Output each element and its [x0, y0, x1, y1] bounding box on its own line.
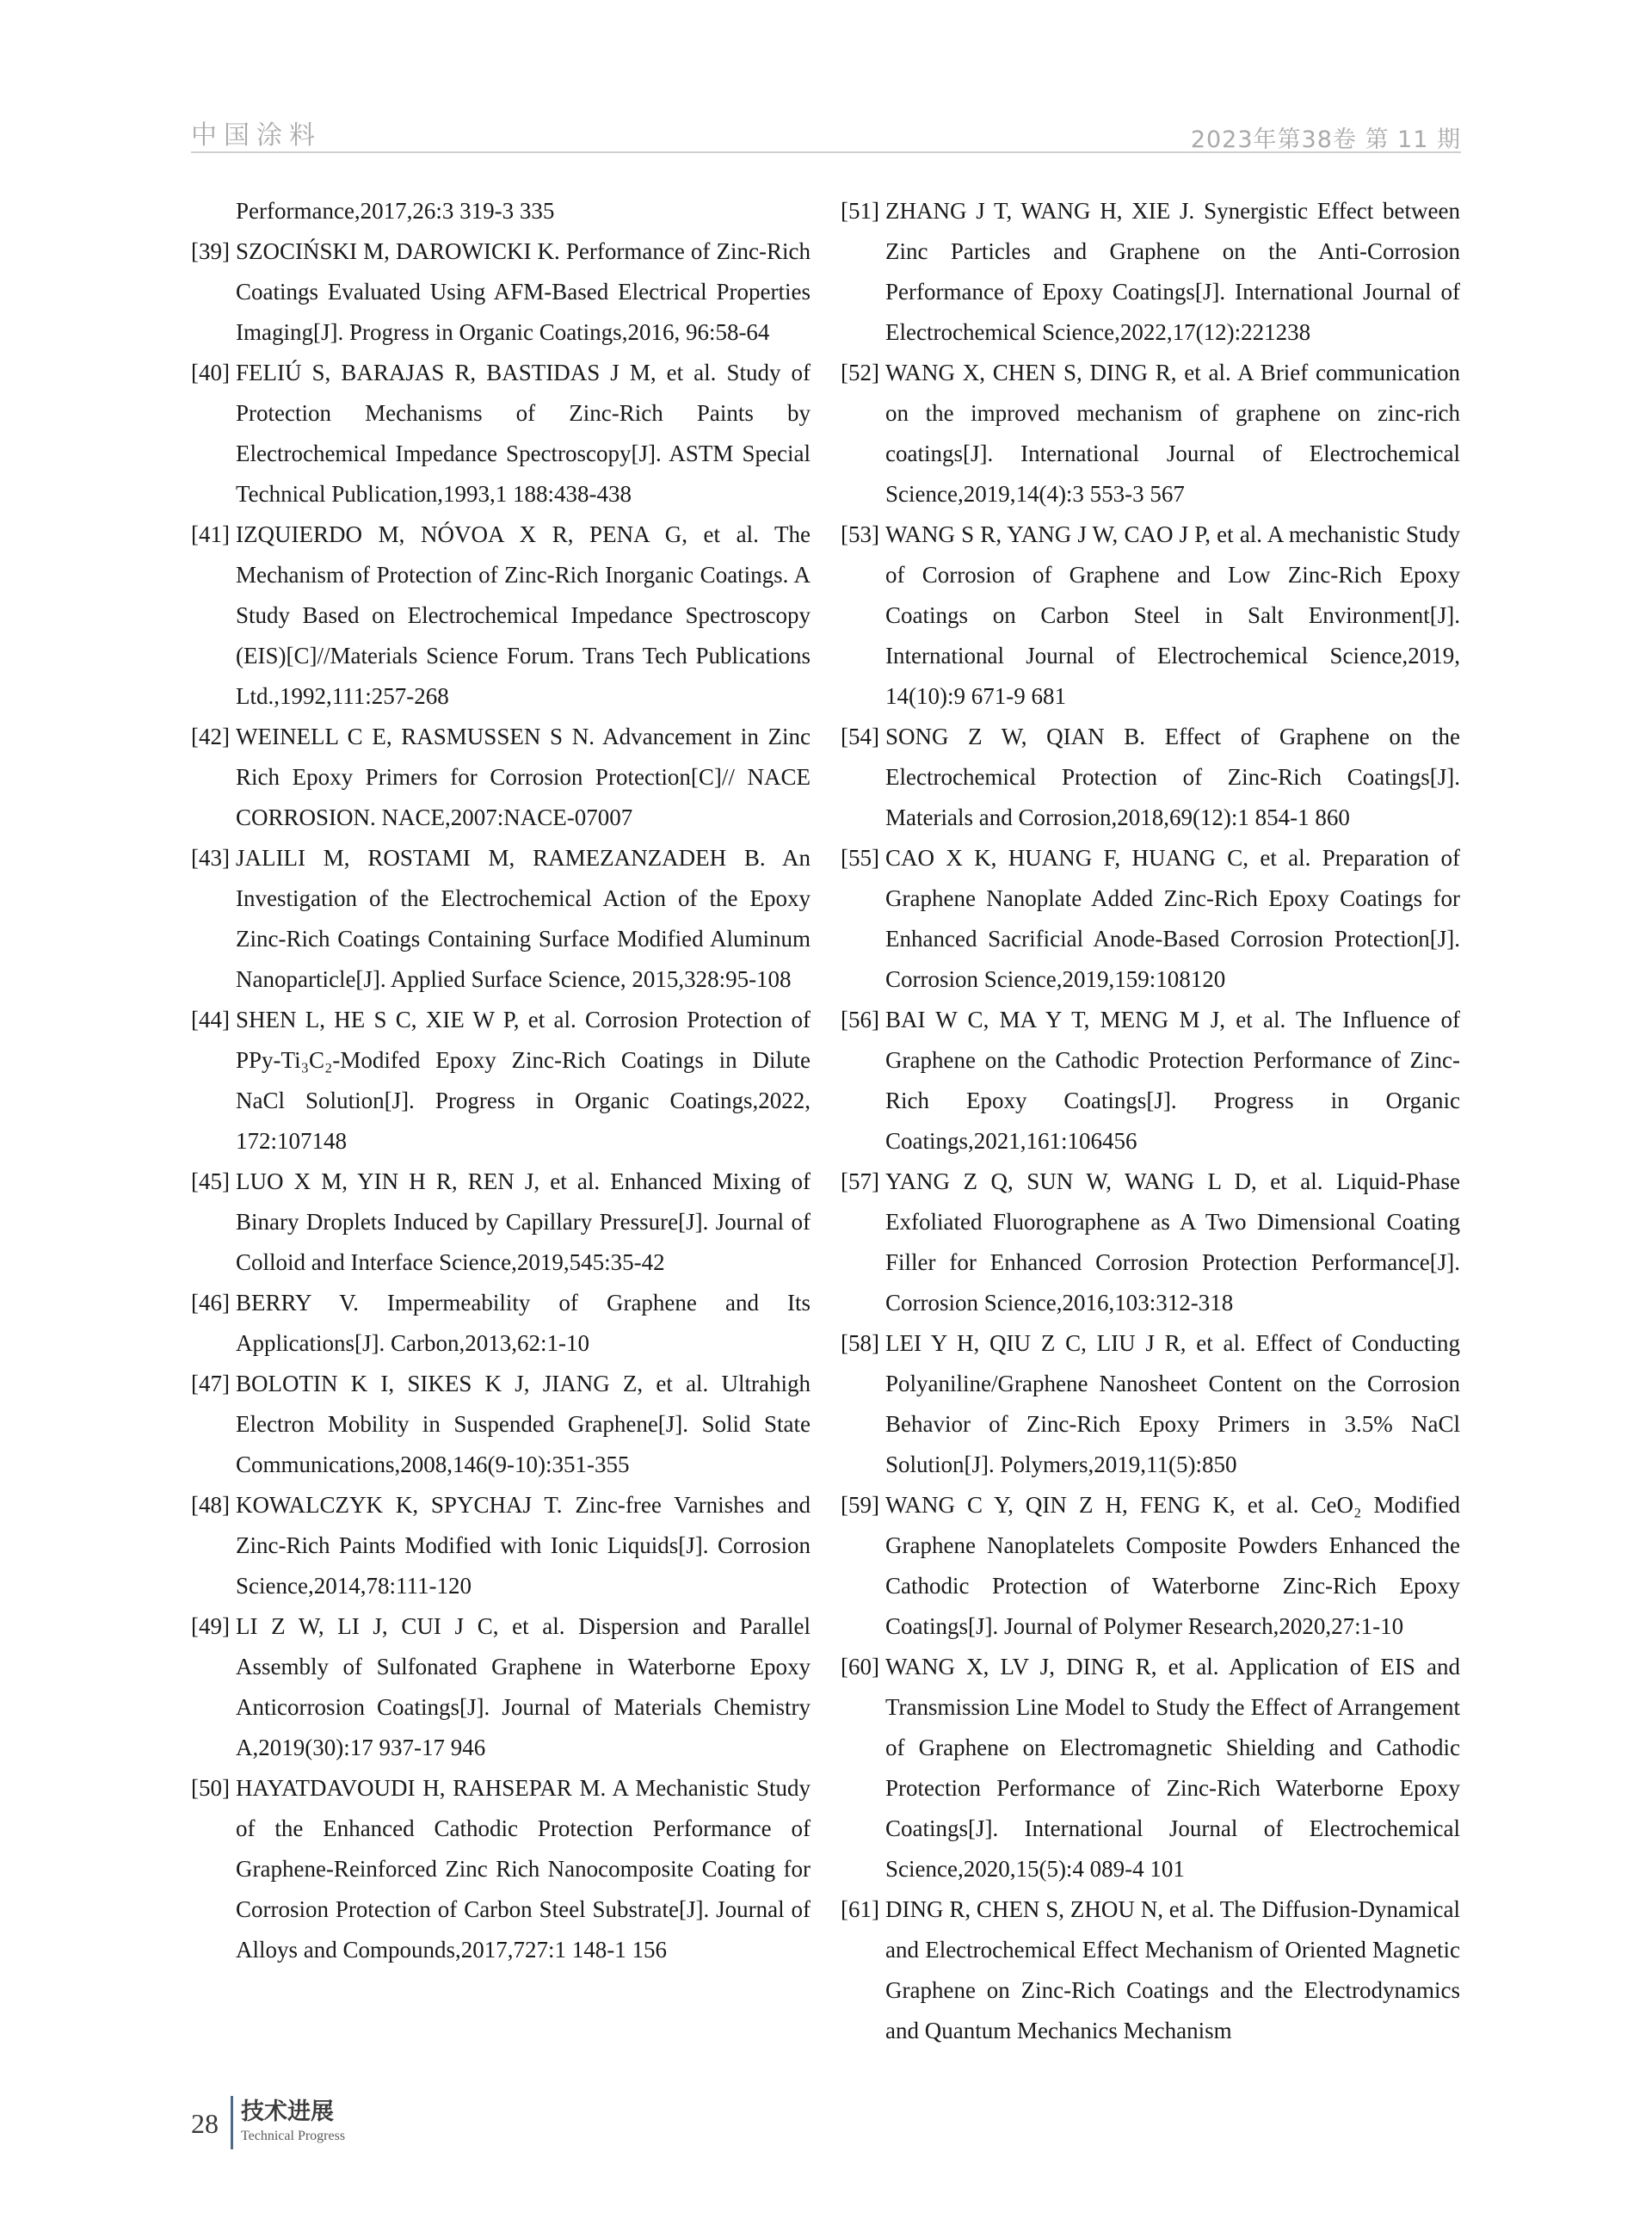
reference-text: WANG X, CHEN S, DING R, et al. A Brief communication on the improved mechanism of graphene on zinc-rich coatings[J]. International Journal of Electrochemical Science,2019,14(4):3 553-3 567 — [885, 360, 1460, 507]
reference-number: [56] — [841, 1007, 879, 1032]
reference-number: [49] — [191, 1613, 230, 1639]
reference-item — [191, 353, 811, 515]
reference-number: [47] — [191, 1371, 230, 1396]
reference-text: KOWALCZYK K, SPYCHAJ T. Zinc-free Varnishes and Zinc-Rich Paints Modified with Ionic Liquids[J]. Corrosion Science,2014,78:111-120 — [236, 1492, 811, 1599]
reference-text: LEI Y H, QIU Z C, LIU J R, et al. Effect of Conducting Polyaniline/Graphene Nanosheet Content on the Corrosion Behavior of Zinc-Rich Epoxy Primers in 3.5% NaCl Solution[J]. Polymers,2019,11(5):850 — [885, 1330, 1460, 1477]
reference-text: WEINELL C E, RASMUSSEN S N. Advancement in Zinc Rich Epoxy Primers for Corrosion Protection[C]// NACE CORROSION. NACE,2007:NACE-07007 — [236, 724, 811, 830]
reference-number: [50] — [191, 1775, 230, 1801]
reference-text: JALILI M, ROSTAMI M, RAMEZANZADEH B. An Investigation of the Electrochemical Action of the Epoxy Zinc-Rich Coatings Containing Surface Modified Aluminum Nanoparticle[J]. Applied Surface Science, 2015,328:95-108 — [236, 845, 811, 992]
issue-info: 2023年第38卷 第 11 期 — [1190, 126, 1461, 153]
reference-number: [44] — [191, 1007, 230, 1032]
reference-item — [191, 231, 811, 353]
reference-item — [191, 515, 811, 717]
reference-item — [841, 353, 1460, 515]
reference-item — [841, 838, 1460, 1000]
reference-number: [42] — [191, 724, 230, 749]
reference-list-left — [191, 191, 811, 1970]
reference-item — [191, 1485, 811, 1606]
reference-item — [841, 1889, 1460, 2051]
reference-number: [59] — [841, 1492, 879, 1518]
reference-number: [53] — [841, 521, 879, 547]
page-number: 28 — [191, 2108, 219, 2139]
reference-number: [54] — [841, 724, 879, 749]
reference-item — [191, 1162, 811, 1283]
reference-text: BOLOTIN K I, SIKES K J, JIANG Z, et al. Ultrahigh Electron Mobility in Suspended Graphene[J]. Solid State Communications,2008,146(9-10):351-355 — [236, 1371, 811, 1477]
reference-item — [191, 1364, 811, 1485]
reference-item — [191, 1000, 811, 1162]
reference-text: Performance,2017,26:3 319-3 335 — [236, 198, 555, 224]
reference-text: SZOCIŃSKI M, DAROWICKI K. Performance of Zinc-Rich Coatings Evaluated Using AFM-Based Electrical Properties Imaging[J]. Progress in Organic Coatings,2016, 96:58-64 — [236, 238, 811, 345]
reference-number: [39] — [191, 238, 230, 264]
reference-item — [841, 515, 1460, 717]
section-title-cn: 技术进展 — [241, 2099, 334, 2125]
footer-divider — [231, 2096, 233, 2149]
reference-number: [57] — [841, 1168, 879, 1194]
reference-text: IZQUIERDO M, NÓVOA X R, PENA G, et al. The Mechanism of Protection of Zinc-Rich Inorganic Coatings. A Study Based on Electrochemical Impedance Spectroscopy (EIS)[C]//Materials Science Forum. Trans Tech Publications Ltd.,1992,111:257-268 — [236, 521, 811, 709]
reference-item — [191, 717, 811, 838]
reference-text: HAYATDAVOUDI H, RAHSEPAR M. A Mechanistic Study of the Enhanced Cathodic Protection Performance of Graphene-Reinforced Zinc Rich Nanocomposite Coating for Corrosion Protection of Carbon Steel Substrate[J]. Journal of Alloys and Compounds,2017,727:1 148-1 156 — [236, 1775, 811, 1963]
reference-text: FELIÚ S, BARAJAS R, BASTIDAS J M, et al. Study of Protection Mechanisms of Zinc-Rich Paints by Electrochemical Impedance Spectroscopy[J]. ASTM Special Technical Publication,1993,1 188:438-438 — [236, 360, 811, 507]
reference-text: CAO X K, HUANG F, HUANG C, et al. Preparation of Graphene Nanoplate Added Zinc-Rich Epoxy Coatings for Enhanced Sacrificial Anode-Based Corrosion Protection[J]. Corrosion Science,2019,159:108120 — [885, 845, 1460, 992]
reference-number: [43] — [191, 845, 230, 871]
reference-number: [55] — [841, 845, 879, 871]
reference-text: LUO X M, YIN H R, REN J, et al. Enhanced Mixing of Binary Droplets Induced by Capillary Pressure[J]. Journal of Colloid and Interface Science,2019,545:35-42 — [236, 1168, 811, 1275]
reference-item — [841, 1000, 1460, 1162]
reference-number: [46] — [191, 1290, 230, 1316]
reference-text: YANG Z Q, SUN W, WANG L D, et al. Liquid-Phase Exfoliated Fluorographene as A Two Dimensional Coating Filler for Enhanced Corrosion Protection Performance[J]. Corrosion Science,2016,103:312-318 — [885, 1168, 1460, 1316]
reference-number: [60] — [841, 1654, 879, 1680]
reference-number: [61] — [841, 1896, 879, 1922]
reference-number: [45] — [191, 1168, 230, 1194]
reference-item — [191, 1283, 811, 1364]
reference-number: [41] — [191, 521, 230, 547]
reference-item — [841, 1647, 1460, 1889]
reference-item — [841, 1162, 1460, 1323]
reference-item — [191, 838, 811, 1000]
journal-title: 中国涂料 — [191, 120, 322, 151]
reference-item — [191, 1768, 811, 1970]
reference-item — [841, 1323, 1460, 1485]
reference-item — [841, 1485, 1460, 1647]
reference-number: [58] — [841, 1330, 879, 1356]
reference-text: WANG X, LV J, DING R, et al. Application of EIS and Transmission Line Model to Study the Effect of Arrangement of Graphene on Electromagnetic Shielding and Cathodic Protection Performance of Zinc-Rich Waterborne Epoxy Coatings[J]. International Journal of Electrochemical Science,2020,15(5):4 089-4 101 — [885, 1654, 1460, 1882]
section-title-en: Technical Progress — [241, 2129, 346, 2143]
reference-text: DING R, CHEN S, ZHOU N, et al. The Diffusion-Dynamical and Electrochemical Effect Mechanism of Oriented Magnetic Graphene on Zinc-Rich Coatings and the Electrodynamics and Quantum Mechanics Mechanism — [885, 1896, 1460, 2043]
reference-item — [191, 191, 811, 231]
reference-number: [52] — [841, 360, 879, 385]
reference-number: [51] — [841, 198, 879, 224]
reference-text: BERRY V. Impermeability of Graphene and Its Applications[J]. Carbon,2013,62:1-10 — [236, 1290, 811, 1356]
reference-text: ZHANG J T, WANG H, XIE J. Synergistic Effect between Zinc Particles and Graphene on the Anti-Corrosion Performance of Epoxy Coatings[J]. International Journal of Electrochemical Science,2022,17(12):221238 — [885, 198, 1460, 345]
header-divider — [191, 151, 1461, 153]
reference-text: WANG C Y, QIN Z H, FENG K, et al. CeO₂ Modified Graphene Nanoplatelets Composite Powders Enhanced the Cathodic Protection of Waterborne Zinc-Rich Epoxy Coatings[J]. Journal of Polymer Research,2020,27:1-10 — [885, 1492, 1460, 1639]
reference-item — [191, 1606, 811, 1768]
reference-text: LI Z W, LI J, CUI J C, et al. Dispersion and Parallel Assembly of Sulfonated Graphene in Waterborne Epoxy Anticorrosion Coatings[J]. Journal of Materials Chemistry A,2019(30):17 937-17 946 — [236, 1613, 811, 1760]
reference-number: [40] — [191, 360, 230, 385]
reference-text: SHEN L, HE S C, XIE W P, et al. Corrosion Protection of PPy-Ti₃C₂-Modifed Epoxy Zinc-Rich Coatings in Dilute NaCl Solution[J]. Progress in Organic Coatings,2022, 172:107148 — [236, 1007, 811, 1154]
reference-text: WANG S R, YANG J W, CAO J P, et al. A mechanistic Study of Corrosion of Graphene and Low Zinc-Rich Epoxy Coatings on Carbon Steel in Salt Environment[J]. International Journal of Electrochemical Science,2019, 14(10):9 671-9 681 — [885, 521, 1460, 709]
reference-item — [841, 191, 1460, 353]
reference-list-right — [841, 191, 1460, 2051]
reference-number: [48] — [191, 1492, 230, 1518]
reference-text: BAI W C, MA Y T, MENG M J, et al. The Influence of Graphene on the Cathodic Protection Performance of Zinc-Rich Epoxy Coatings[J]. Progress in Organic Coatings,2021,161:106456 — [885, 1007, 1460, 1154]
reference-item — [841, 717, 1460, 838]
reference-text: SONG Z W, QIAN B. Effect of Graphene on the Electrochemical Protection of Zinc-Rich Coatings[J]. Materials and Corrosion,2018,69(12):1 854-1 860 — [885, 724, 1460, 830]
